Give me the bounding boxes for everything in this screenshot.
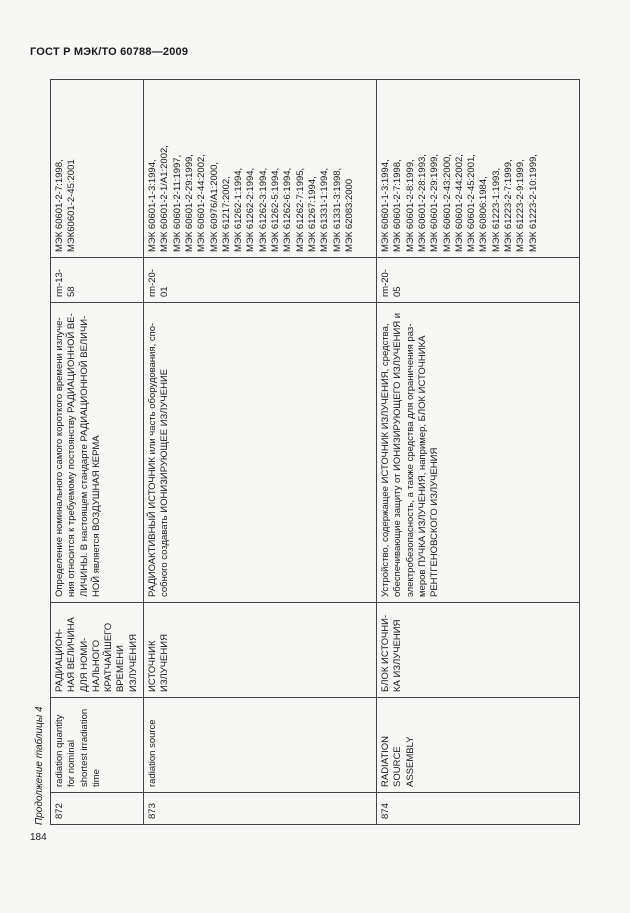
english-term-line: shortest irradiation bbox=[78, 708, 90, 787]
english-term bbox=[144, 698, 377, 793]
term-definition-line: Устройство, содержащее ИСТОЧНИК ИЗЛУЧЕНИЯ, средства, bbox=[380, 323, 392, 597]
russian-term-line: ИЗЛУЧЕНИЯ bbox=[127, 634, 139, 692]
russian-term-line: КА ИЗЛУЧЕНИЯ bbox=[392, 619, 404, 692]
terms-table bbox=[50, 79, 580, 825]
standard-references-line: МЭК 61262-3:1994, bbox=[257, 167, 269, 252]
english-term-line: RADIATION bbox=[380, 735, 392, 787]
term-definition-line: собного создавать ИОНИЗИРУЮЩЕЕ ИЗЛУЧЕНИЕ bbox=[159, 368, 171, 597]
standard-references-line: МЭК 61267:1994, bbox=[306, 176, 318, 252]
standard-references-line: МЭК 61223-1:1993, bbox=[490, 167, 502, 252]
standard-references-line: МЭК 60601-2-8:1999, bbox=[404, 159, 416, 252]
standard-references bbox=[144, 80, 377, 258]
page-number: 184 bbox=[30, 832, 47, 843]
term-definition-line: Определение номинального самого короткого времени излуче- bbox=[54, 317, 65, 597]
standard-references-line: МЭК 61262-2:1994, bbox=[245, 167, 257, 252]
term-definition-line: РЕНТГЕНОВСКОГО ИЗЛУЧЕНИЯ bbox=[429, 447, 441, 597]
russian-term-line: ИЗЛУЧЕНИЯ bbox=[159, 634, 171, 692]
standard-references-line: МЭК 60601-2-1/А1:2002, bbox=[159, 145, 171, 252]
russian-term-line: РАДИАЦИОН- bbox=[54, 628, 65, 692]
page-header: ГОСТ Р МЭК/ТО 60788—2009 bbox=[30, 46, 189, 58]
term-definition-line: НОЙ является ВОЗДУШНАЯ КЕРМА bbox=[90, 435, 102, 597]
english-term bbox=[51, 698, 144, 793]
russian-term bbox=[144, 603, 377, 698]
standard-references-line: МЭК 61223-2-10:1999, bbox=[527, 154, 539, 252]
standard-references-line: МЭК 60601-2-45:2001, bbox=[466, 154, 478, 252]
table-caption: Продолжение таблицы 4 bbox=[34, 706, 45, 825]
english-term-line: radiation source bbox=[147, 719, 159, 787]
standard-references-line: МЭК 60601-2-28:1993, bbox=[416, 154, 428, 252]
russian-term-line: БЛОК ИСТОЧНИ- bbox=[380, 614, 392, 692]
russian-term-line: КРАТЧАЙШЕГО bbox=[103, 622, 115, 692]
term-definition bbox=[144, 303, 377, 603]
russian-term bbox=[51, 603, 144, 698]
standard-references-line: МЭК 60601-2-7:1998, bbox=[392, 159, 404, 252]
standard-references-line: МЭК 60601-2-44:2002, bbox=[196, 154, 208, 252]
rotated-table-container bbox=[34, 80, 577, 825]
russian-term-line: НАЛЬНОГО bbox=[90, 639, 102, 692]
standard-references-line: МЭК 61262-6:1994, bbox=[282, 167, 294, 252]
english-term-line: radiation quantity bbox=[54, 714, 65, 787]
standard-references-line: МЭК 60806:1984, bbox=[478, 176, 490, 252]
standard-references-line: МЭК 60601-2-44:2002, bbox=[453, 154, 465, 252]
term-definition bbox=[377, 303, 580, 603]
russian-term-line: ИСТОЧНИК bbox=[147, 640, 159, 692]
standard-references-line: МЭК 61223-2-7:1999, bbox=[503, 159, 515, 252]
standard-references-line: МЭК 60601-1-3:1994, bbox=[380, 159, 392, 252]
table-row bbox=[51, 80, 144, 825]
standard-references-line: МЭК 61262-7:1995, bbox=[294, 167, 306, 252]
standard-references-line: МЭК 61223-2-9:1999, bbox=[515, 159, 527, 252]
russian-term-line: НАЯ ВЕЛИЧИНА bbox=[66, 617, 78, 692]
term-definition bbox=[51, 303, 144, 603]
standard-references-line: МЭК 60601-2-11:1997, bbox=[171, 154, 183, 252]
term-definition-line: обеспечивающие защиту от ИОНИЗИРУЮЩЕГО ИЗЛУЧЕНИЯ и bbox=[392, 312, 404, 597]
term-definition-line: РАДИОАКТИВНЫЙ ИСТОЧНИК или часть оборудования, спо- bbox=[147, 322, 159, 597]
standard-references-line: МЭК 60601-2-43:2000, bbox=[441, 154, 453, 252]
term-number: 873 bbox=[144, 793, 377, 825]
standard-references-line: МЭК60601-2-45:2001 bbox=[66, 159, 78, 252]
english-term-line: ASSEMBLY bbox=[404, 736, 416, 787]
standard-references-line: МЭК 62083:2000 bbox=[343, 178, 355, 252]
standard-references-line: МЭК 61217:2002, bbox=[220, 176, 232, 252]
table-row bbox=[144, 80, 377, 825]
term-code: rm-13-58 bbox=[51, 258, 144, 303]
table-row bbox=[377, 80, 580, 825]
term-definition-line: ЛИЧИНЫ. В настоящем стандарте РАДИАЦИОННОЙ ВЕЛИЧИ- bbox=[78, 315, 90, 597]
standard-references-line: МЭК 60601-2-29:1999, bbox=[183, 154, 195, 252]
standard-references-line: МЭК 61262-5:1994, bbox=[270, 167, 282, 252]
standard-references bbox=[51, 80, 144, 258]
standard-references-line: МЭК 60976/А1:2000, bbox=[208, 161, 220, 252]
term-number: 872 bbox=[51, 793, 144, 825]
term-definition-line: электробезопасность, а также средства для ограничения раз- bbox=[404, 323, 416, 597]
russian-term-line: ДЛЯ НОМИ- bbox=[78, 637, 90, 692]
english-term-line: time bbox=[90, 769, 102, 787]
standard-references bbox=[377, 80, 580, 258]
english-term bbox=[377, 698, 580, 793]
standard-references-line: МЭК 61262-1:1994, bbox=[233, 167, 245, 252]
standard-references-line: МЭК 60601-2-29:1999, bbox=[429, 154, 441, 252]
term-code: rm-20-01 bbox=[144, 258, 377, 303]
standard-references-line: МЭК 60601-1-3:1994, bbox=[147, 159, 159, 252]
standard-references-line: МЭК 61331-1:1994, bbox=[319, 167, 331, 252]
russian-term bbox=[377, 603, 580, 698]
standard-references-line: МЭК 61331-3:1998, bbox=[331, 167, 343, 252]
term-definition-line: ния относится к требуемому постоянству РАДИАЦИОННОЙ ВЕ- bbox=[66, 313, 78, 597]
english-term-line: SOURCE bbox=[392, 746, 404, 787]
russian-term-line: ВРЕМЕНИ bbox=[115, 645, 127, 692]
term-definition-line: меров ПУЧКА ИЗЛУЧЕНИЯ, например, БЛОК ИСТОЧНИКА bbox=[416, 335, 428, 597]
term-number: 874 bbox=[377, 793, 580, 825]
standard-references-line: МЭК 60601-2-7:1998, bbox=[54, 159, 65, 252]
english-term-line: for nominal bbox=[66, 740, 78, 787]
term-code: rm-20-05 bbox=[377, 258, 580, 303]
